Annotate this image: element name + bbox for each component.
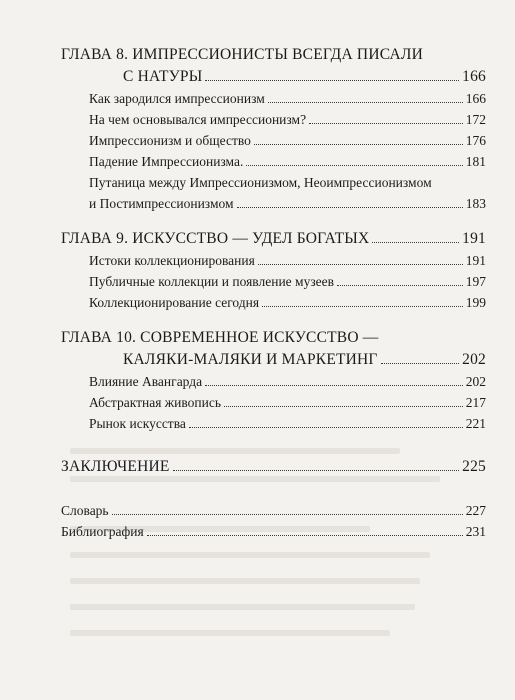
entry-title: Библиография: [61, 524, 144, 539]
leader-dots: [189, 427, 463, 428]
chapter-title: ГЛАВА 10. СОВРЕМЕННОЕ ИСКУССТВО —: [61, 329, 379, 346]
toc-chapter-8-heading: [61, 44, 486, 66]
toc-entry[interactable]: [61, 413, 486, 434]
page-number: 202: [462, 351, 486, 368]
leader-dots: [262, 306, 463, 307]
toc-chapter-10-heading: [61, 327, 486, 349]
toc-entry[interactable]: [61, 88, 486, 109]
page-number: 197: [465, 274, 486, 289]
chapter-title: ГЛАВА 8. ИМПРЕССИОНИСТЫ ВСЕГДА ПИСАЛИ: [61, 46, 423, 63]
entry-title: Путаница между Импрессионизмом, Неоимпрессионизмом: [89, 175, 432, 190]
chapter-title: КАЛЯКИ-МАЛЯКИ И МАРКЕТИНГ: [123, 351, 378, 368]
toc-entry[interactable]: [61, 392, 486, 413]
show-through: [70, 552, 430, 558]
chapter-title: С НАТУРЫ: [123, 68, 203, 85]
leader-dots: [309, 123, 463, 124]
chapter-title: ГЛАВА 9. ИСКУССТВО — УДЕЛ БОГАТЫХ: [61, 230, 370, 247]
leader-dots: [246, 165, 462, 166]
leader-dots: [147, 535, 463, 536]
toc-entry-line2[interactable]: [61, 193, 486, 214]
leader-dots: [258, 264, 463, 265]
page-number: 199: [465, 295, 486, 310]
page-number: 166: [462, 68, 486, 85]
page-number: 202: [465, 374, 486, 389]
entry-title: На чем основывался импрессионизм?: [89, 112, 307, 127]
page-number: 227: [465, 503, 486, 518]
page-number: 217: [465, 395, 486, 410]
show-through: [70, 604, 415, 610]
chapter-title: ЗАКЛЮЧЕНИЕ: [61, 458, 170, 475]
toc-entry[interactable]: [61, 250, 486, 271]
toc-entry[interactable]: [61, 130, 486, 151]
toc-entry[interactable]: [61, 151, 486, 172]
toc-entry-line1[interactable]: [61, 172, 486, 193]
leader-dots: [224, 406, 463, 407]
leader-dots: [254, 144, 463, 145]
page-number: 181: [465, 154, 486, 169]
page-number: 231: [465, 524, 486, 539]
toc-bibliography[interactable]: [61, 521, 486, 542]
page-number: 191: [465, 253, 486, 268]
leader-dots: [205, 80, 459, 81]
entry-title: Влияние Авангарда: [89, 374, 203, 389]
toc-entry[interactable]: [61, 271, 486, 292]
entry-title: Истоки коллекционирования: [89, 253, 255, 268]
page-number: 221: [465, 416, 486, 431]
toc-entry[interactable]: [61, 109, 486, 130]
leader-dots: [381, 363, 460, 364]
toc-glossary[interactable]: [61, 500, 486, 521]
show-through: [70, 578, 420, 584]
toc-chapter-8-heading-cont[interactable]: [61, 66, 486, 88]
leader-dots: [268, 102, 463, 103]
entry-title: Импрессионизм и общество: [89, 133, 251, 148]
entry-title: Словарь: [61, 503, 109, 518]
toc-conclusion[interactable]: [61, 456, 486, 478]
entry-title: Коллекционирование сегодня: [89, 295, 260, 310]
page-number: 183: [465, 196, 486, 211]
page-number: 191: [462, 230, 486, 247]
page-number: 166: [465, 91, 486, 106]
entry-title: Публичные коллекции и появление музеев: [89, 274, 335, 289]
entry-title: Абстрактная живопись: [89, 395, 221, 410]
page-number: 176: [465, 133, 486, 148]
leader-dots: [112, 514, 463, 515]
leader-dots: [372, 242, 459, 243]
leader-dots: [173, 470, 460, 471]
page-number: 172: [465, 112, 486, 127]
show-through: [70, 630, 390, 636]
leader-dots: [337, 285, 463, 286]
entry-title: Как зародился импрессионизм: [89, 91, 265, 106]
leader-dots: [237, 207, 463, 208]
entry-title: Рынок искусства: [89, 416, 186, 431]
entry-title: и Постимпрессионизмом: [89, 196, 234, 211]
toc-entry[interactable]: [61, 371, 486, 392]
toc-chapter-10-heading-cont[interactable]: [61, 349, 486, 371]
toc-entry[interactable]: [61, 292, 486, 313]
table-of-contents: [61, 44, 486, 542]
toc-chapter-9-heading[interactable]: [61, 228, 486, 250]
leader-dots: [205, 385, 463, 386]
page-number: 225: [462, 458, 486, 475]
entry-title: Падение Импрессионизма.: [89, 154, 244, 169]
